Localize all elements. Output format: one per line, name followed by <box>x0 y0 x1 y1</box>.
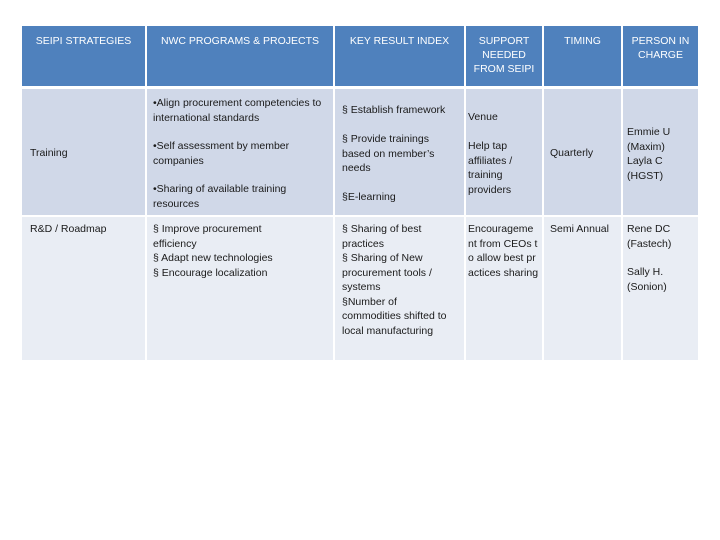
header-programs: NWC PROGRAMS & PROJECTS <box>147 26 333 86</box>
strategy-cell: R&D / Roadmap <box>30 223 107 235</box>
strategy-cell: Training <box>30 147 68 159</box>
person-item: Sally H. (Sonion) <box>627 266 667 293</box>
support-item: Venue <box>468 111 498 123</box>
program-item: •Self assessment by member companies <box>153 140 290 167</box>
kri-item: § Sharing of New procurement tools / systems <box>342 252 432 293</box>
kri-item: § Provide trainings based on member’s needs <box>342 133 435 174</box>
kri-item: §E-learning <box>342 191 396 203</box>
program-list <box>153 222 329 280</box>
program-item: •Align procurement competencies to international standards <box>153 97 322 124</box>
support-item: Help tap affiliates / training providers <box>468 140 513 196</box>
support-item: Encourageme nt from CEOs to allow best practices sharing <box>468 223 539 279</box>
kri-item: § Establish framework <box>342 104 446 116</box>
header-timing: TIMING <box>544 26 621 86</box>
kri-list <box>342 222 456 338</box>
program-item: •Sharing of available training resources <box>153 183 287 210</box>
program-item: § Encourage localization <box>153 266 268 279</box>
person-item: Rene DC (Fastech) <box>627 223 672 250</box>
kri-item: § Sharing of best practices <box>342 223 422 250</box>
header-strategies: SEIPI STRATEGIES <box>22 26 145 86</box>
program-item: § Improve procurement efficiency <box>153 223 262 250</box>
header-person: PERSON IN CHARGE <box>623 26 698 86</box>
timing-cell: Semi Annual <box>550 223 609 235</box>
program-item: § Adapt new technologies <box>153 252 273 264</box>
header-kri: KEY RESULT INDEX <box>335 26 464 86</box>
header-support: SUPPORT NEEDED FROM SEIPI <box>466 26 542 86</box>
person-cell: Emmie U (Maxim) Layla C (HGST) <box>627 126 671 182</box>
kri-item: §Number of commodities shifted to local manufacturing <box>342 295 447 337</box>
strategy-table <box>22 26 698 360</box>
person-list <box>627 222 697 294</box>
timing-cell: Quarterly <box>550 147 594 159</box>
